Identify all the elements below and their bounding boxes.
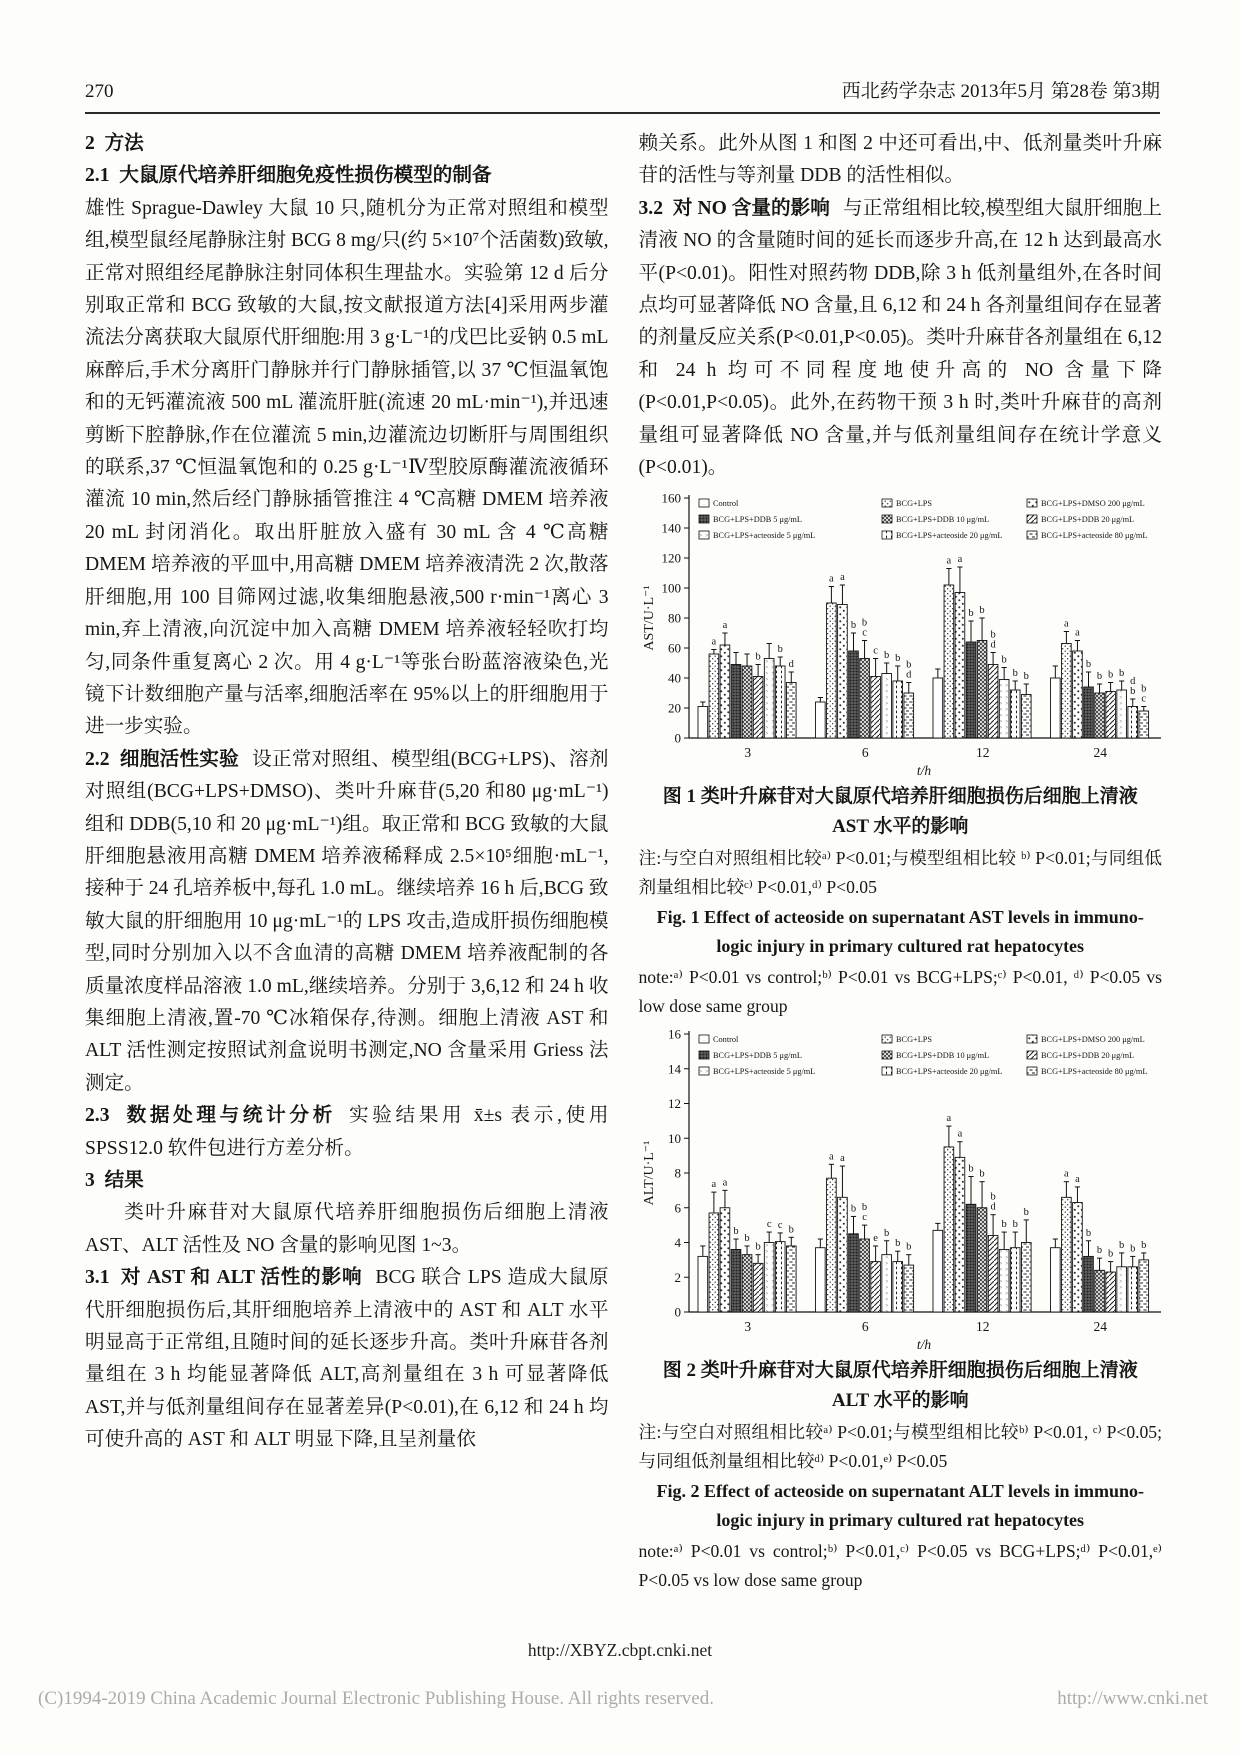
svg-text:160: 160 [661, 490, 681, 506]
svg-text:b: b [894, 653, 900, 665]
svg-text:a: a [839, 1153, 845, 1165]
svg-text:12: 12 [975, 745, 989, 761]
svg-text:b: b [861, 1202, 867, 1214]
section-3-intro: 类叶升麻苷对大鼠原代培养肝细胞损伤后细胞上清液 AST、ALT 活性及 NO 含量的影响见图 1~3。 [85, 1202, 609, 1256]
svg-text:40: 40 [667, 670, 681, 686]
svg-text:b: b [1001, 1219, 1007, 1231]
svg-text:t/h: t/h [916, 1337, 931, 1353]
figure-1-caption-en-line2: logic injury in primary cultured rat hepatocytes [716, 936, 1085, 957]
svg-text:BCG+LPS+DDB 5 μg/mL: BCG+LPS+DDB 5 μg/mL [712, 515, 802, 525]
svg-text:BCG+LPS+DDB 20 μg/mL: BCG+LPS+DDB 20 μg/mL [1040, 515, 1134, 525]
svg-text:a: a [1074, 1174, 1080, 1186]
svg-text:14: 14 [667, 1061, 681, 1077]
svg-text:BCG+LPS+acteoside 20 μg/mL: BCG+LPS+acteoside 20 μg/mL [895, 1067, 1002, 1077]
figure-1-note-en: note:ᵃ⁾ P<0.01 vs control;ᵇ⁾ P<0.01 vs BCG+LPS;ᶜ⁾ P<0.01, ᵈ⁾ P<0.05 vs low dose same group [638, 967, 1162, 1016]
svg-text:d: d [1129, 676, 1135, 688]
svg-text:d: d [989, 1202, 996, 1214]
section-2-2-label: 2.2 细胞活性实验 [85, 748, 240, 770]
page-header [85, 76, 1160, 103]
svg-text:c: c [766, 1219, 771, 1231]
svg-text:BCG+LPS+DMSO 200 μg/mL: BCG+LPS+DMSO 200 μg/mL [1040, 499, 1145, 509]
svg-text:b: b [989, 629, 996, 641]
svg-text:6: 6 [861, 1319, 869, 1335]
svg-text:b: b [732, 1226, 739, 1238]
svg-text:b: b [788, 1224, 794, 1236]
svg-text:0: 0 [674, 1304, 681, 1320]
section-3-1-continuation: 赖关系。此外从图 1 和图 2 中还可看出,中、低剂量类叶升麻苷的活性与等剂量 DDB 的活性相似。 [638, 133, 1162, 187]
section-2-label: 2 方法 [85, 133, 144, 154]
svg-text:20: 20 [667, 700, 681, 716]
svg-text:3: 3 [743, 1319, 751, 1335]
svg-text:16: 16 [667, 1026, 681, 1042]
header-rule [85, 112, 1160, 114]
svg-text:b: b [850, 620, 856, 632]
svg-text:a: a [828, 1151, 834, 1163]
svg-text:BCG+LPS+DDB 5 μg/mL: BCG+LPS+DDB 5 μg/mL [712, 1051, 802, 1061]
section-2-2-para [85, 744, 609, 1100]
svg-text:b: b [978, 1169, 985, 1181]
two-column-body [85, 128, 1162, 1596]
svg-text:b: b [1140, 683, 1146, 695]
section-3-label: 3 结果 [85, 1170, 144, 1191]
figure-2-note-en: note:ᵃ⁾ P<0.01 vs control;ᵇ⁾ P<0.01,ᶜ⁾ P<0.05 vs BCG+LPS;ᵈ⁾ P<0.01,ᵉ⁾ P<0.05 vs low dose same group [638, 1541, 1162, 1590]
svg-text:2: 2 [674, 1270, 681, 1286]
figure-1-note-cn: 注:与空白对照组相比较ᵃ⁾ P<0.01;与模型组相比较 ᵇ⁾ P<0.01;与同组低剂量组相比较ᶜ⁾ P<0.01,ᵈ⁾ P<0.05 [638, 848, 1162, 897]
svg-text:6: 6 [674, 1200, 681, 1216]
svg-text:b: b [1096, 671, 1102, 683]
section-3-1-body: BCG 联合 LPS 造成大鼠原代肝细胞损伤后,其肝细胞培养上清液中的 AST 和 ALT 水平明显高于正常组,且随时间的延长逐步升高。类叶升麻苷各剂量组在 3 h 均能显著降低 ALT,高剂量组在 3 h 可显著降低 AST,并与低剂量组间存在显著差异(P<0.01),在 6,12 和 24 h 均可使升高的 AST 和 ALT 明显下降,且呈剂量依 [85, 1267, 609, 1451]
left-column [85, 128, 609, 1596]
svg-text:BCG+LPS+acteoside 5 μg/mL: BCG+LPS+acteoside 5 μg/mL [712, 531, 815, 541]
figure-2-caption-cn-line2: ALT 水平的影响 [831, 1390, 969, 1412]
svg-text:b: b [1085, 659, 1091, 671]
svg-text:a: a [828, 573, 834, 585]
svg-text:BCG+LPS+acteoside 80 μg/mL: BCG+LPS+acteoside 80 μg/mL [1040, 1067, 1147, 1077]
svg-text:c: c [872, 645, 878, 657]
svg-text:BCG+LPS+DDB 10 μg/mL: BCG+LPS+DDB 10 μg/mL [895, 1051, 989, 1061]
svg-text:b: b [850, 1203, 856, 1215]
svg-text:a: a [1074, 627, 1080, 639]
svg-text:c: c [1140, 693, 1146, 705]
svg-text:BCG+LPS: BCG+LPS [895, 1035, 932, 1045]
section-2-3-label: 2.3 数据处理与统计分析 [85, 1105, 336, 1127]
right-column [639, 128, 1163, 1596]
svg-text:a: a [839, 572, 845, 584]
svg-text:b: b [1107, 669, 1113, 681]
svg-text:BCG+LPS+DMSO 200 μg/mL: BCG+LPS+DMSO 200 μg/mL [1040, 1035, 1145, 1045]
svg-text:ALT/U·L⁻¹: ALT/U·L⁻¹ [641, 1141, 657, 1206]
svg-text:b: b [1023, 1207, 1029, 1219]
svg-text:b: b [1012, 668, 1018, 680]
svg-text:a: a [946, 555, 951, 567]
section-3-2-para [639, 193, 1163, 485]
svg-text:a: a [722, 620, 727, 632]
svg-text:BCG+LPS+DDB 10 μg/mL: BCG+LPS+DDB 10 μg/mL [895, 515, 989, 525]
svg-text:BCG+LPS+acteoside 20 μg/mL: BCG+LPS+acteoside 20 μg/mL [895, 531, 1002, 541]
svg-text:b: b [894, 1238, 900, 1250]
svg-text:a: a [957, 1129, 962, 1141]
svg-text:BCG+LPS: BCG+LPS [895, 499, 932, 509]
figure-1-block [639, 490, 1163, 1020]
svg-text:b: b [883, 650, 889, 662]
svg-text:b: b [905, 659, 911, 671]
svg-text:b: b [1140, 1240, 1146, 1252]
svg-text:a: a [711, 1179, 716, 1191]
svg-text:a: a [722, 1177, 727, 1189]
svg-text:120: 120 [661, 550, 681, 566]
svg-text:b: b [967, 1163, 974, 1175]
svg-text:a: a [946, 1113, 951, 1125]
journal-header-line: 西北药学杂志 2013年5月 第28卷 第3期 [841, 81, 1160, 102]
copyright-text: (C)1994-2019 China Academic Journal Electronic Publishing House. All rights reserved. [38, 1688, 714, 1709]
svg-text:Control: Control [712, 499, 738, 509]
svg-text:12: 12 [975, 1319, 989, 1335]
svg-text:140: 140 [661, 520, 681, 536]
svg-text:b: b [883, 1228, 889, 1240]
svg-text:c: c [777, 1220, 783, 1232]
journal-submission-url: http://XBYZ.cbpt.cnki.net [527, 1640, 713, 1660]
svg-text:b: b [1118, 1240, 1124, 1252]
svg-text:b: b [1023, 671, 1029, 683]
svg-text:12: 12 [667, 1096, 681, 1112]
svg-text:b: b [1118, 668, 1124, 680]
figure-2-caption-en-line1: Fig. 2 Effect of acteoside on supernatant ALT levels in immuno- [656, 1481, 1144, 1502]
section-2-1-label: 2.1 大鼠原代培养肝细胞免疫性损伤模型的制备 [85, 165, 492, 187]
svg-text:6: 6 [861, 745, 869, 761]
svg-text:a: a [957, 554, 962, 566]
page-number: 270 [85, 81, 114, 102]
svg-text:60: 60 [667, 640, 681, 656]
svg-text:b: b [1012, 1219, 1018, 1231]
section-2-1-heading [85, 160, 609, 192]
section-2-3-para [85, 1100, 609, 1165]
svg-text:a: a [1063, 618, 1069, 630]
section-3-2-label: 3.2 对 NO 含量的影响 [638, 197, 830, 219]
section-2-3-body: 实验结果用 x̄±s 表示,使用 SPSS12.0 软件包进行方差分析。 [85, 1105, 609, 1159]
svg-text:b: b [1129, 686, 1135, 698]
svg-text:b: b [1129, 1243, 1135, 1255]
section-3-1-label: 3.1 对 AST 和 ALT 活性的影响 [85, 1267, 363, 1289]
svg-text:b: b [967, 608, 974, 620]
section-3-1-para [85, 1262, 609, 1456]
svg-text:b: b [754, 1242, 761, 1254]
svg-text:Control: Control [712, 1035, 738, 1045]
svg-text:b: b [1096, 1245, 1102, 1257]
svg-text:t/h: t/h [916, 763, 931, 779]
section-3-heading [85, 1165, 609, 1197]
svg-text:100: 100 [661, 580, 681, 596]
svg-text:d: d [989, 639, 996, 651]
svg-text:10: 10 [667, 1131, 681, 1147]
svg-text:8: 8 [674, 1165, 681, 1181]
section-2-heading [85, 128, 609, 160]
svg-text:c: c [861, 1212, 867, 1224]
svg-text:BCG+LPS+DDB 20 μg/mL: BCG+LPS+DDB 20 μg/mL [1040, 1051, 1134, 1061]
figure-1-caption-en-line1: Fig. 1 Effect of acteoside on supernatant AST levels in immuno- [656, 907, 1144, 928]
svg-text:BCG+LPS+acteoside 5 μg/mL: BCG+LPS+acteoside 5 μg/mL [712, 1067, 815, 1077]
figure-2-block [639, 1026, 1163, 1594]
figure-1-caption-cn-line2: AST 水平的影响 [832, 816, 969, 838]
svg-text:b: b [861, 617, 867, 629]
figure-2-caption-cn-line1: 图 2 类叶升麻苷对大鼠原代培养肝细胞损伤后细胞上清液 [662, 1360, 1138, 1382]
svg-text:b: b [743, 1233, 750, 1245]
svg-text:d: d [788, 659, 794, 671]
svg-text:a: a [711, 636, 716, 648]
svg-text:b: b [989, 1192, 996, 1204]
section-2-2-body: 设正常对照组、模型组(BCG+LPS)、溶剂对照组(BCG+LPS+DMSO)、类叶升麻苷(5,20 和80 μg·mL⁻¹)组和 DDB(5,10 和 20 μg·mL⁻¹)组。取正常和 BCG 致敏的大鼠肝细胞悬液用高糖 DMEM 培养液稀释成 2.5×10⁵细胞·mL⁻¹,接种于 24 孔培养板中,每孔 1.0 mL。继续培养 16 h 后,BCG 致敏大鼠的肝细胞用 10 μg·mL⁻¹的 LPS 攻击,造成肝损伤细胞模型,同时分别加入以不含血清的高糖 DMEM 培养液配制的各质量浓度样品溶液 1.0 mL,继续培养。分别于 3,6,12 和 24 h 收集细胞上清液,置-70 ℃冰箱保存,待测。细胞上清液 AST 和 ALT 活性测定按照试剂盒说明书测定,NO 含量采用 Griess 法测定。 [85, 748, 609, 1094]
figure-2-note-cn: 注:与空白对照组相比较ᵃ⁾ P<0.01;与模型组相比较ᵇ⁾ P<0.01, ᶜ⁾ P<0.05;与同组低剂量组相比较ᵈ⁾ P<0.01,ᵉ⁾ P<0.05 [638, 1422, 1162, 1471]
svg-text:a: a [1063, 1169, 1069, 1181]
section-3-2-body: 与正常组相比较,模型组大鼠肝细胞上清液 NO 的含量随时间的延长而逐步升高,在 12 h 达到最高水平(P<0.01)。阳性对照药物 DDB,除 3 h 低剂量组外,在各时间点均可显著降低 NO 含量,且 6,12 和 24 h 各剂量组间存在显著的剂量反应关系(P<0.01,P<0.05)。类叶升麻苷各剂量组在 6,12 和 24 h 均可不同程度地使升高的 NO 含量下降(P<0.01,P<0.05)。此外,在药物干预 3 h 时,类叶升麻苷的高剂量组可显著降低 NO 含量,并与低剂量组间存在统计学意义(P<0.01)。 [638, 197, 1162, 479]
svg-text:c: c [861, 627, 867, 639]
svg-text:e: e [872, 1233, 878, 1245]
svg-text:4: 4 [674, 1235, 681, 1251]
svg-text:24: 24 [1093, 1319, 1107, 1335]
svg-text:b: b [1085, 1228, 1091, 1240]
svg-text:b: b [1001, 654, 1007, 666]
svg-text:24: 24 [1093, 745, 1107, 761]
section-2-1-body: 雄性 Sprague-Dawley 大鼠 10 只,随机分为正常对照组和模型组,模型鼠经尾静脉注射 BCG 8 mg/只(约 5×10⁷个活菌数)致敏,正常对照组经尾静脉注射同体积生理盐水。实验第 12 d 后分别取正常和 BCG 致敏的大鼠,按文献报道方法[4]采用两步灌流法分离获取大鼠原代肝细胞:用 3 g·L⁻¹的戊巴比妥钠 0.5 mL 麻醉后,手术分离肝门静脉并行门静脉插管,以 37 ℃恒温氧饱和的无钙灌流液 500 mL 灌流肝脏(流速 20 mL·min⁻¹),并迅速剪断下腔静脉,作在位灌流 5 min,边灌流边切断肝与周围组织的联系,37 ℃恒温氧饱和的 0.25 g·L⁻¹Ⅳ型胶原酶灌流液循环灌流 10 min,然后经门静脉插管推注 4 ℃高糖 DMEM 培养液 20 mL 封闭消化。取出肝脏放入盛有 30 mL 含 4 ℃高糖 DMEM 培养液的平皿中,用高糖 DMEM 培养液清洗 2 次,散落肝细胞,用 100 目筛网过滤,收集细胞悬液,500 r·min⁻¹离心 3 min,弃上清液,向沉淀中加入高糖 DMEM 培养液轻轻吹打均匀,同条件重复离心 2 次。用 4 g·L⁻¹等张台盼蓝溶液染色,光镜下计数细胞产量与活率,细胞活率在 95%以上的肝细胞用于进一步实验。 [85, 197, 609, 738]
svg-text:3: 3 [743, 745, 751, 761]
svg-text:80: 80 [667, 610, 681, 626]
svg-text:0: 0 [674, 730, 681, 746]
svg-text:b: b [905, 1242, 911, 1254]
svg-text:b: b [978, 605, 985, 617]
svg-text:b: b [777, 644, 783, 656]
svg-text:b: b [754, 651, 761, 663]
copyright-line [38, 1688, 1208, 1710]
svg-text:b: b [1107, 1249, 1113, 1261]
svg-text:BCG+LPS+acteoside 80 μg/mL: BCG+LPS+acteoside 80 μg/mL [1040, 531, 1147, 541]
figure-2-caption-en-line2: logic injury in primary cultured rat hepatocytes [716, 1510, 1085, 1531]
figure-2-alt-bar-chart [639, 1026, 1167, 1356]
svg-text:AST/U·L⁻¹: AST/U·L⁻¹ [641, 585, 657, 652]
svg-text:d: d [905, 669, 911, 681]
figure-1-ast-bar-chart [639, 490, 1167, 782]
figure-1-caption-cn-line1: 图 1 类叶升麻苷对大鼠原代培养肝细胞损伤后细胞上清液 [662, 786, 1138, 808]
cnki-url: http://www.cnki.net [1057, 1688, 1208, 1709]
